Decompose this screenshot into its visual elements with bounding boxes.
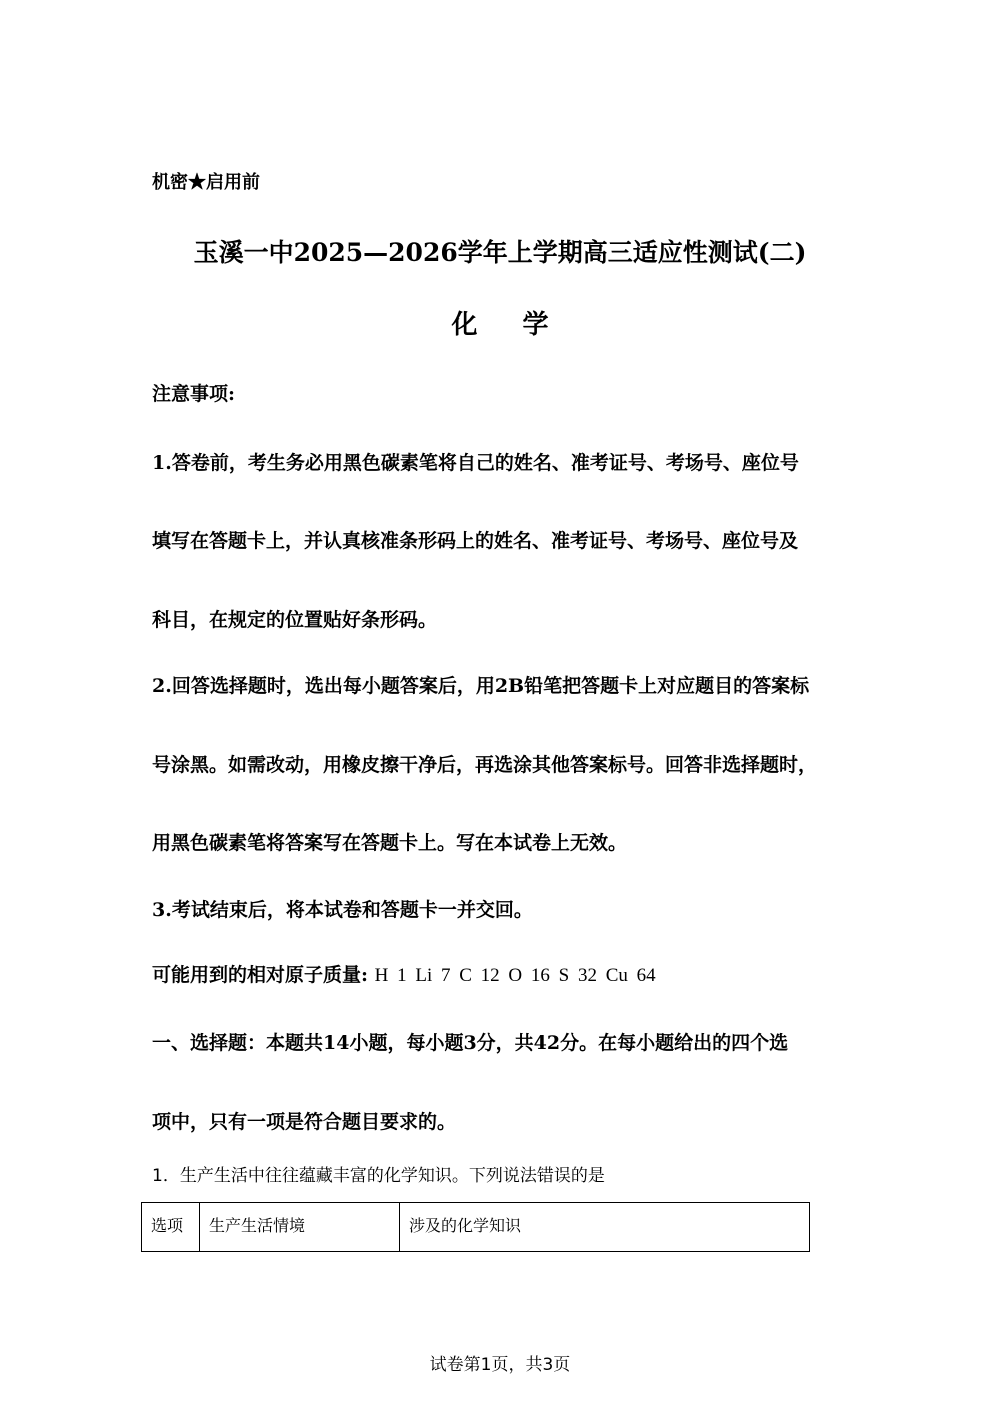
notice-heading: 注意事项: bbox=[152, 383, 236, 405]
question-1-stem: 1．生产生活中往往蕴藏丰富的化学知识。下列说法错误的是 bbox=[152, 1166, 605, 1186]
atomic-mass-line bbox=[152, 966, 656, 985]
confidential-label: 机密★启用前 bbox=[152, 172, 260, 193]
notice-line: 号涂黑。如需改动，用橡皮擦干净后，再选涂其他答案标号。回答非选择题时， bbox=[152, 754, 818, 776]
notice-line: 科目，在规定的位置贴好条形码。 bbox=[152, 609, 438, 631]
section-instructions-line: 一、选择题：本题共14小题，每小题3分，共42分。在每小题给出的四个选 bbox=[152, 1032, 789, 1054]
notice-line: 填写在答题卡上，并认真核准条形码上的姓名、准考证号、考场号、座位号及 bbox=[152, 530, 799, 552]
notice-line: 3.考试结束后，将本试卷和答题卡一并交回。 bbox=[152, 899, 533, 921]
notice-line: 2.回答选择题时，选出每小题答案后，用2B铅笔把答题卡上对应题目的答案标 bbox=[152, 675, 810, 697]
atomic-mass-values: H 1 Li 7 C 12 O 16 S 32 Cu 64 bbox=[374, 965, 656, 986]
notice-line: 1.答卷前，考生务必用黑色碳素笔将自己的姓名、准考证号、考场号、座位号 bbox=[152, 452, 799, 474]
atomic-mass-label: 可能用到的相对原子质量: bbox=[152, 964, 369, 986]
section-instructions-line: 项中，只有一项是符合题目要求的。 bbox=[152, 1111, 457, 1133]
table-header-cell: 选项 bbox=[142, 1203, 200, 1252]
notice-line: 用黑色碳素笔将答案写在答题卡上。写在本试卷上无效。 bbox=[152, 832, 628, 854]
page-footer: 试卷第1页，共3页 bbox=[429, 1355, 571, 1375]
exam-title: 玉溪一中2025—2026学年上学期高三适应性测试(二) bbox=[193, 238, 807, 267]
table-header-cell: 生产生活情境 bbox=[200, 1203, 400, 1252]
table-header-row bbox=[142, 1203, 810, 1252]
subject-title: 化 学 bbox=[451, 310, 567, 340]
table-header-cell: 涉及的化学知识 bbox=[400, 1203, 810, 1252]
question-1-table bbox=[141, 1202, 810, 1252]
